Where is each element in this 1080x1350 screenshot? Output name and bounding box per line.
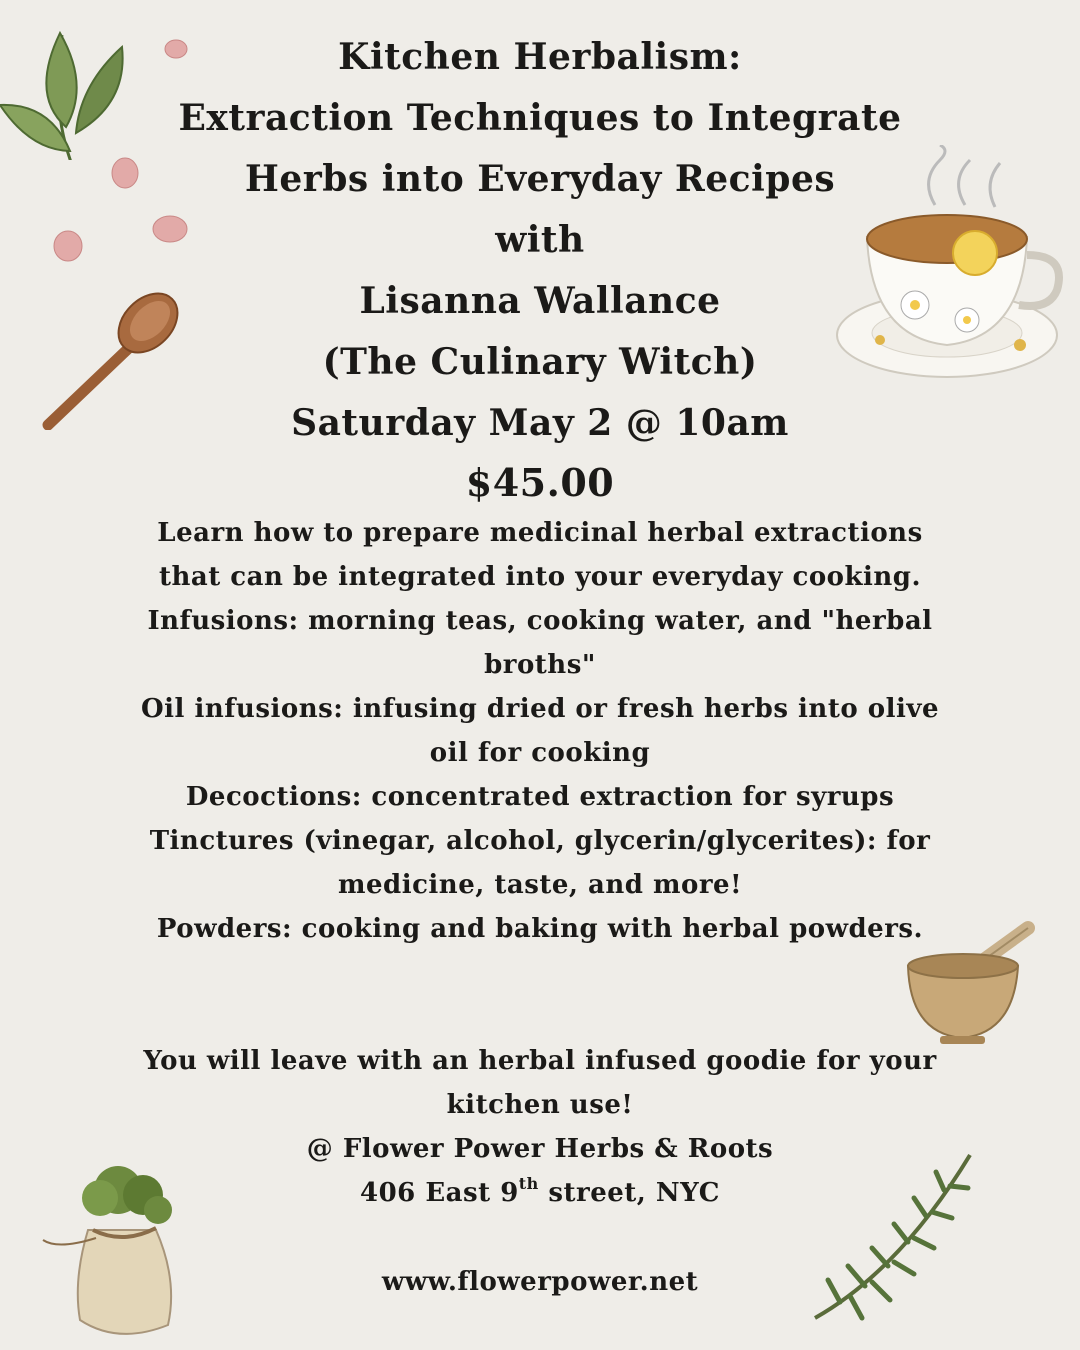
instructor-name: Lisanna Wallance (359, 280, 721, 322)
description-line: Learn how to prepare medicinal herbal extractions (157, 518, 923, 548)
rosemary-sprig-icon (810, 1150, 980, 1325)
goodie-line2: kitchen use! (446, 1090, 634, 1120)
venue-name: @ Flower Power Herbs & Roots (306, 1134, 774, 1164)
website-link[interactable]: www.flowerpower.net (381, 1267, 699, 1297)
with-label: with (495, 219, 585, 261)
address-number: 406 East 9 (360, 1178, 519, 1208)
event-subtitle-line2: Herbs into Everyday Recipes (244, 158, 836, 200)
description-line: Powders: cooking and baking with herbal powders. (156, 914, 924, 944)
description-line: broths" (484, 650, 596, 680)
event-price: $45.00 (465, 460, 615, 505)
description-line: Infusions: morning teas, cooking water, and "herbal (147, 606, 933, 636)
event-subtitle-line1: Extraction Techniques to Integrate (178, 97, 902, 139)
description-line: medicine, taste, and more! (337, 870, 742, 900)
description-line: Oil infusions: infusing dried or fresh herbs into olive (141, 694, 939, 724)
goodie-line1: You will leave with an herbal infused goodie for your (143, 1046, 937, 1076)
venue-address (0, 1174, 1080, 1208)
description-line: that can be integrated into your everyday cooking. (158, 562, 922, 592)
description-line: oil for cooking (429, 738, 651, 768)
address-ordinal: th (518, 1174, 539, 1193)
description-line: Tinctures (vinegar, alcohol, glycerin/glycerites): for (149, 826, 931, 856)
description-line: Decoctions: concentrated extraction for syrups (185, 782, 895, 812)
address-street: street, NYC (538, 1178, 720, 1208)
instructor-alias: (The Culinary Witch) (322, 341, 758, 383)
event-title: Kitchen Herbalism: (338, 36, 742, 78)
event-date: Saturday May 2 @ 10am (291, 402, 789, 444)
